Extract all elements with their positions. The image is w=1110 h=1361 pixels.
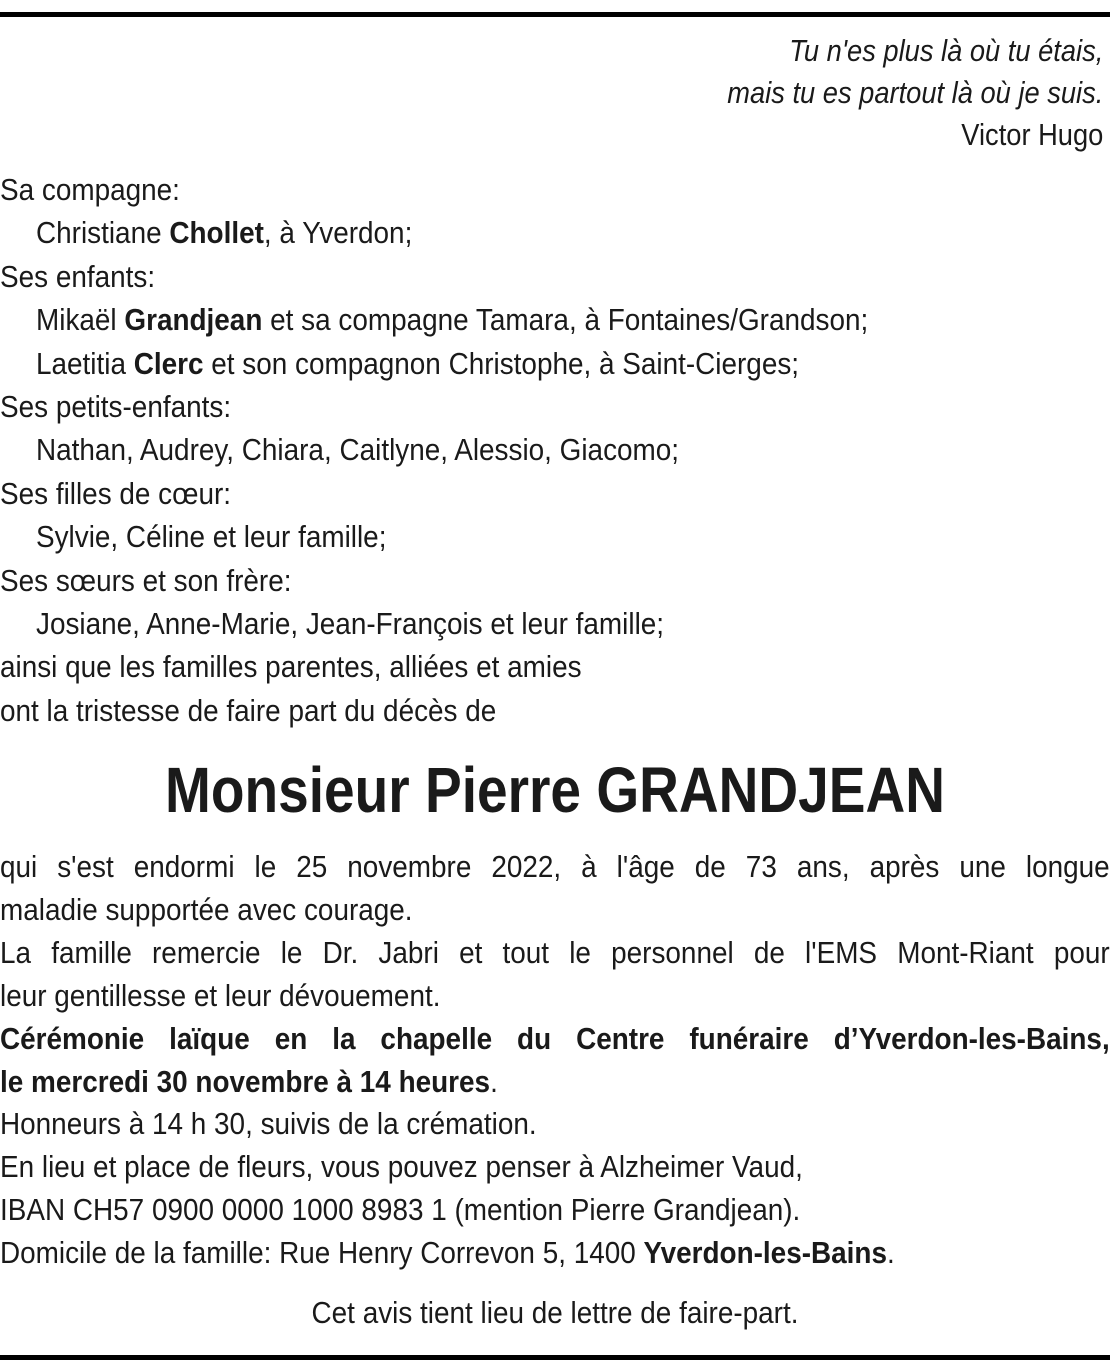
address-line (0, 1232, 1110, 1275)
family-list (0, 168, 868, 732)
announcement-line: ont la tristesse de faire part du décès de (0, 692, 497, 728)
bottom-border-rule (0, 1355, 1110, 1360)
quote-line-1: Tu n'es plus là où tu étais, (788, 33, 1103, 68)
child2-last-name: Clerc (133, 345, 204, 381)
siblings-entry: Josiane, Anne-Marie, Jean-François et leur famille; (36, 606, 665, 642)
child2-details: et son compagnon Christophe, à Saint-Cierges; (203, 345, 800, 381)
epigraph-quote (727, 30, 1103, 156)
ceremony-line-1: Cérémonie laïque en la chapelle du Centre funéraire d’Yverdon-les-Bains, (0, 1020, 1110, 1056)
partner-entry (0, 211, 868, 254)
address-prefix: Domicile de la famille: Rue Henry Correvon 5, 1400 (0, 1235, 644, 1271)
quote-line-2: mais tu es partout là où je suis. (726, 75, 1103, 110)
daughters-heading: Ses filles de cœur: (0, 475, 232, 511)
extended-family-line: ainsi que les familles parentes, alliées et amies (0, 649, 582, 685)
thanks-line-1: La famille remercie le Dr. Jabri et tout le personnel de l'EMS Mont-Riant pour (0, 934, 1110, 970)
quote-author: Victor Hugo (960, 117, 1103, 152)
address-end: . (886, 1235, 895, 1271)
notice-details (0, 846, 1110, 1275)
donation-line-1: En lieu et place de fleurs, vous pouvez penser à Alzheimer Vaud, (0, 1149, 803, 1185)
child-entry-2 (0, 342, 868, 385)
closing-note: Cet avis tient lieu de lettre de faire-part. (311, 1295, 799, 1330)
ceremony-line-2: le mercredi 30 novembre à 14 heures (0, 1063, 491, 1099)
ceremony-end: . (490, 1063, 498, 1099)
child1-first-name: Mikaël (36, 302, 125, 338)
child1-last-name: Grandjean (124, 302, 263, 338)
grandchildren-heading: Ses petits-enfants: (0, 389, 232, 425)
partner-heading: Sa compagne: (0, 172, 180, 207)
child2-first-name: Laetitia (36, 345, 134, 381)
deceased-name-heading: Monsieur Pierre GRANDJEAN (165, 754, 945, 826)
death-line-1: qui s'est endormi le 25 novembre 2022, à l'âge de 73 ans, après une longue (0, 849, 1110, 884)
grandchildren-entry: Nathan, Audrey, Chiara, Caitlyne, Alessio, Giacomo; (36, 432, 680, 468)
ceremony-line-2-wrap (0, 1061, 1110, 1104)
children-heading: Ses enfants: (0, 258, 156, 294)
address-city: Yverdon-les-Bains (643, 1235, 887, 1271)
partner-location: , à Yverdon; (263, 215, 413, 251)
daughters-entry: Sylvie, Céline et leur famille; (36, 519, 387, 555)
death-line-2: maladie supportée avec courage. (0, 891, 413, 927)
thanks-line-2: leur gentillesse et leur dévouement. (0, 977, 441, 1013)
partner-last-name: Chollet (169, 215, 264, 251)
child1-details: et sa compagne Tamara, à Fontaines/Grandson; (262, 302, 869, 338)
partner-first-name: Christiane (36, 215, 170, 251)
donation-line-2: IBAN CH57 0900 0000 1000 8983 1 (mention Pierre Grandjean). (0, 1192, 801, 1228)
child-entry-1 (0, 298, 868, 341)
honours-line: Honneurs à 14 h 30, suivis de la crémation. (0, 1106, 537, 1142)
siblings-heading: Ses sœurs et son frère: (0, 562, 292, 598)
top-border-rule (0, 12, 1110, 17)
